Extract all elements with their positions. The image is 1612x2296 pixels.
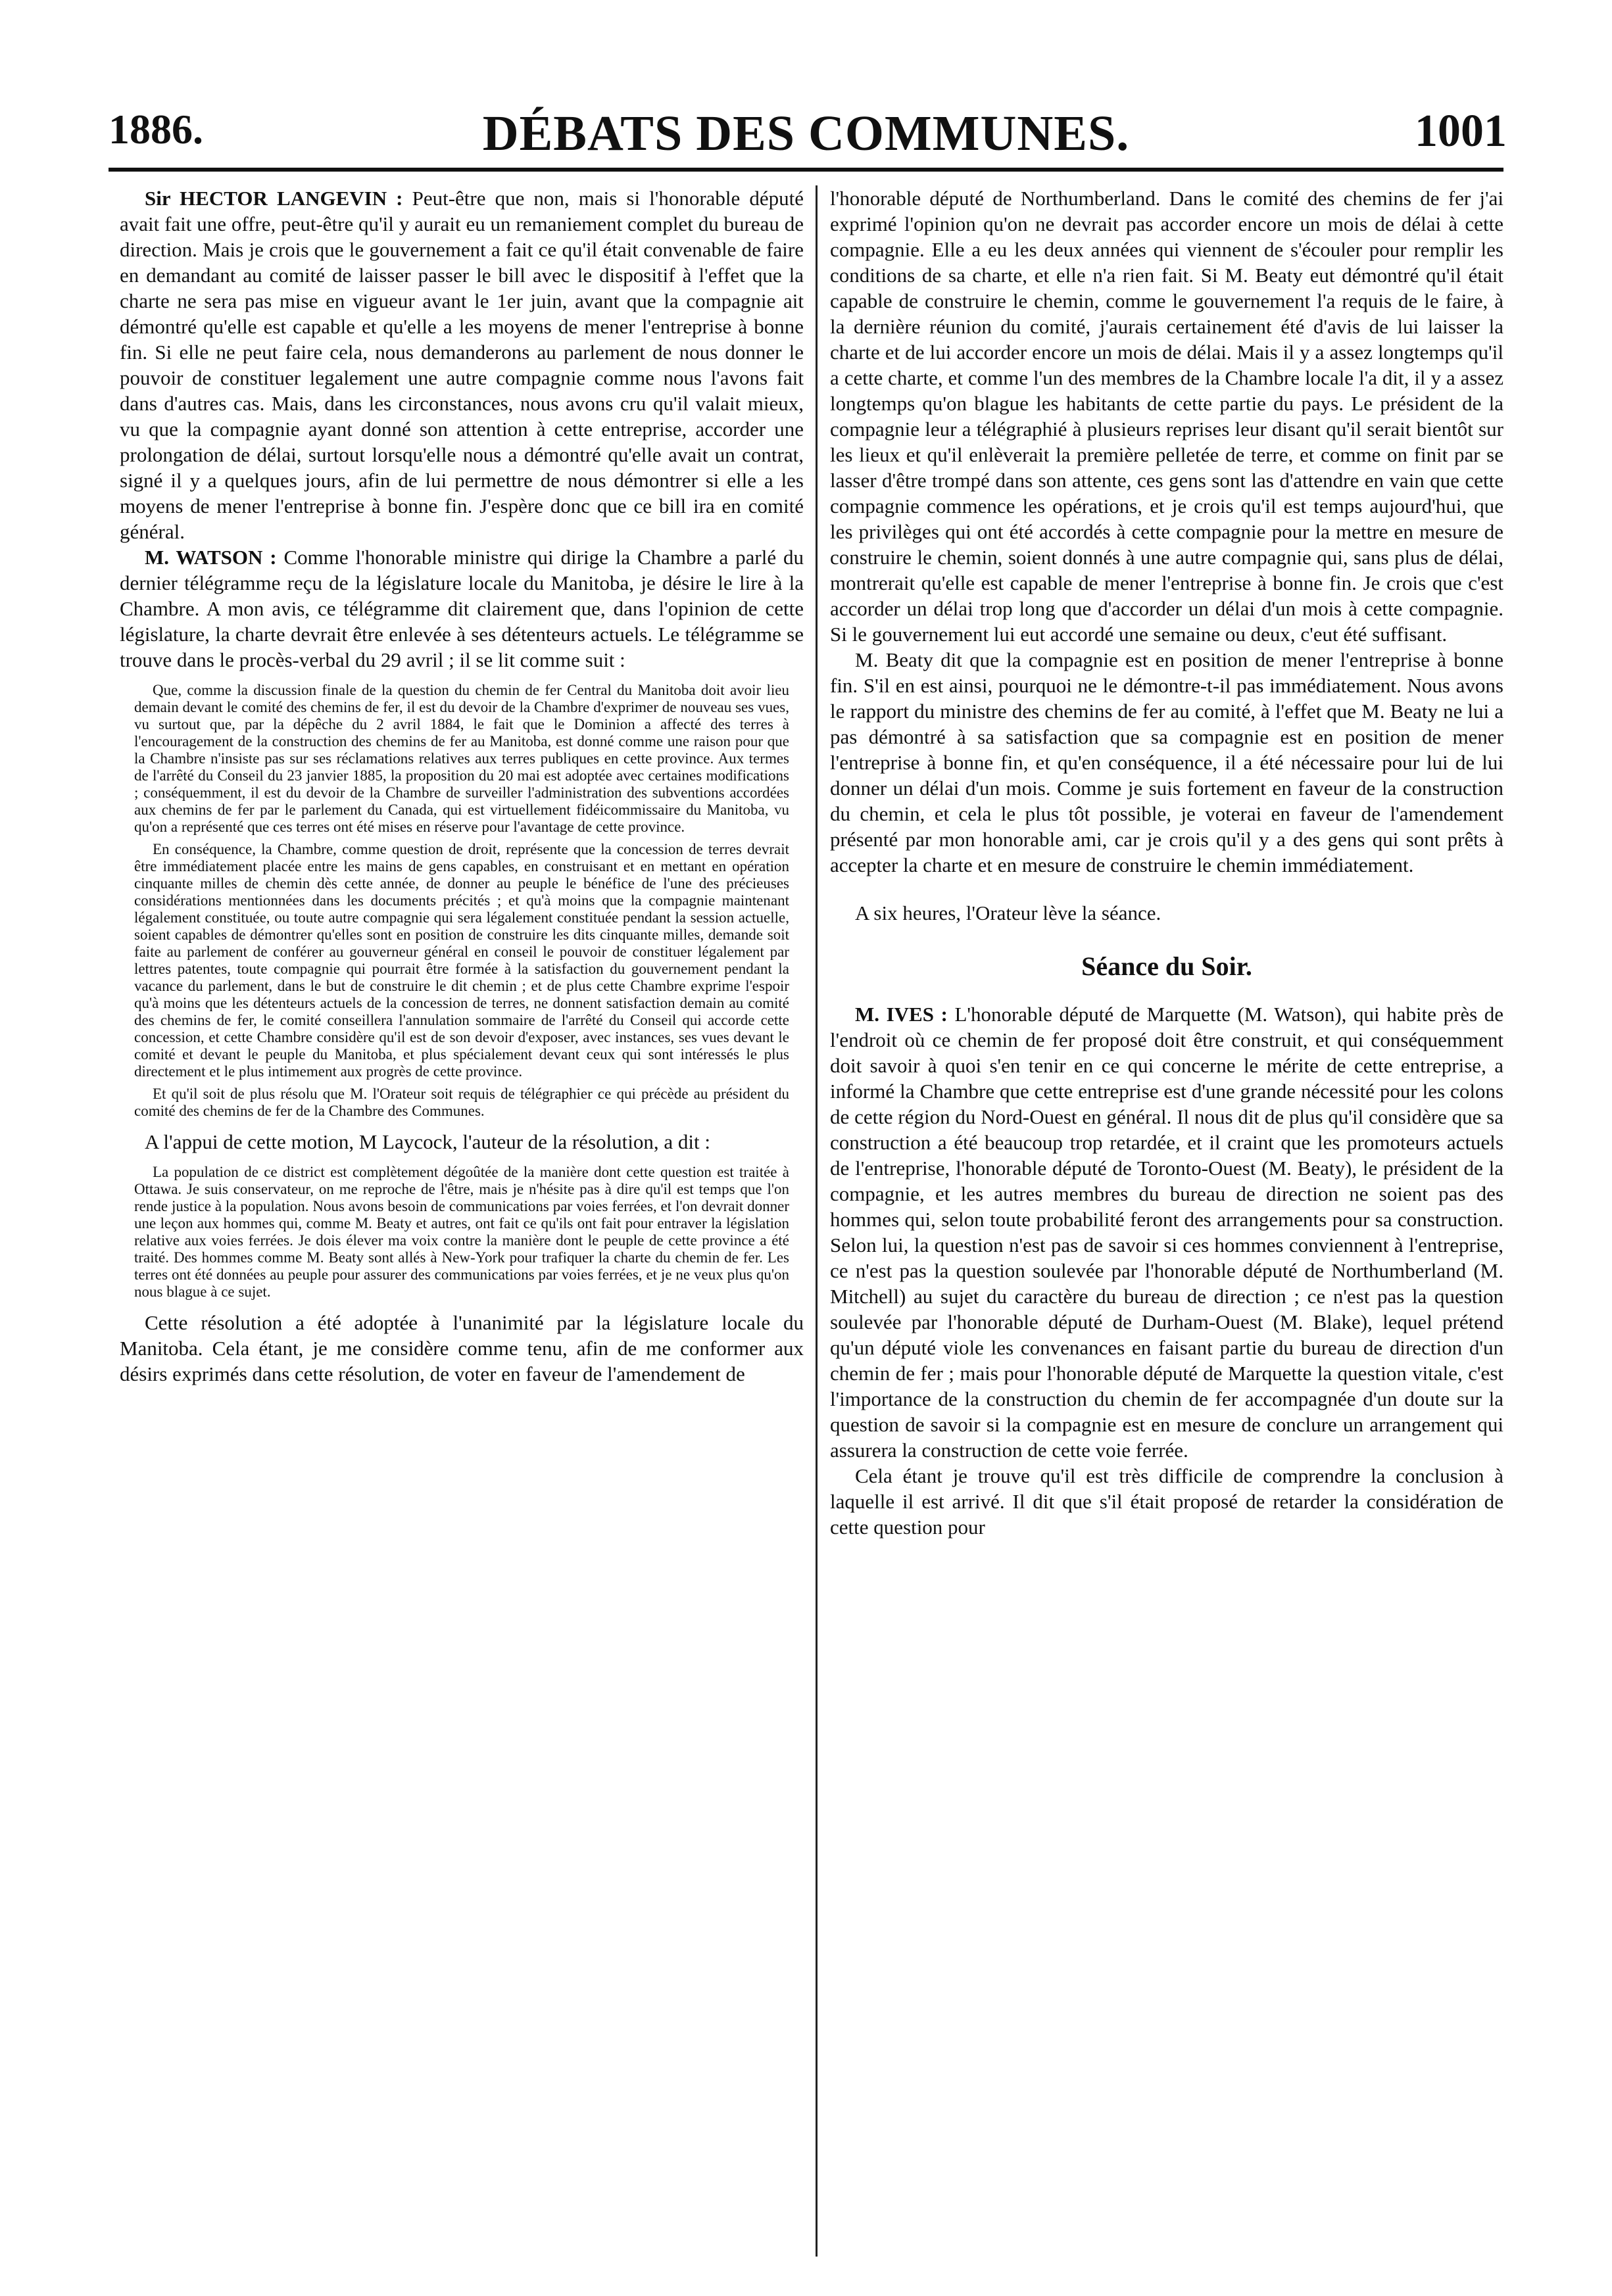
quoted-resolution: Et qu'il soit de plus résolu que M. l'Orateur soit requis de télégraphier ce qui précède au président du comité des chemins de fer de la Chambre des Communes. <box>134 1086 789 1119</box>
paragraph: Cette résolution a été adoptée à l'unanimité par la législature locale du Manitoba. Cela étant, je me considère comme tenu, afin de me conformer aux désirs exprimés dans cette résolution, de voter en faveur de l'amendement de <box>120 1311 804 1385</box>
speech-text: Peut-être que non, mais si l'honorable député avait fait une offre, peut-être qu'il y aurait eu un remaniement complet du bureau de direction. Mais je crois que le gouvernement a fait ce qu'il était convenable de faire en demandant au comité de laisser passer le bill avec le dispositif à l'effet que la charte ne sera pas mise en vigueur avant le 1er juin, avant que la compagnie ait démontré qu'elle est capable et qu'elle a les moyens de mener l'entreprise à bonne fin. Si elle ne peut faire cela, nous demanderons au parlement de nous donner le pouvoir de constituer legalement une autre compagnie comme nous l'avons fait dans d'autres cas. Mais, dans les circonstances, nous avons cru qu'il valait mieux, vu que la compagnie ayant donné son attention à cette entreprise, accorder une prolongation de délai, surtout lorsqu'elle nous a démontré qu'elle avait un contrat, signé il y a quelques jours, afin de lui permettre de nous démontrer si elle a les moyens de mener l'entreprise à bonne fin. J'espère donc que ce bill ira en comité général. <box>120 187 804 543</box>
paragraph: M. Beaty dit que la compagnie est en position de mener l'entreprise à bonne fin. S'il en est ainsi, pourquoi ne le démontre-t-il pas immédiatement. Nous avons le rapport du ministre des chemins de fer au comité, à l'effet que M. Beaty ne lui a pas démontré à sa satisfaction que sa compagnie est en position de mener l'entreprise à bonne fin, et qu'en conséquence, il a été nécessaire pour lui de lui donner un délai d'un mois. Comme je suis fortement en faveur de la construction du chemin, et cela le plus tôt possible, je voterai en faveur de l'amendement présenté par mon honorable ami, car je crois qu'il y a des gens qui sont prêts à accepter la charte et en mesure de construire le chemin immédiatement. <box>830 648 1503 876</box>
page-number: 1001 <box>1415 106 1507 156</box>
paragraph: Cela étant je trouve qu'il est très difficile de comprendre la conclusion à laquelle il est arrivé. Il dit que s'il était proposé de retarder la considération de cette question pour <box>830 1464 1503 1539</box>
section-title: Séance du Soir. <box>1081 951 1252 981</box>
column-divider <box>816 185 818 2257</box>
quoted-speech: La population de ce district est complètement dégoûtée de la manière dont cette question est traitée à Ottawa. Je suis conservateur, on me reproche de l'être, mais je n'hésite pas à dire qu'il est temps que l'on rende justice à la population. Nous avons besoin de communications par voies ferrées, et l'on devrait donner une leçon aux hommes qui, comme M. Beaty et autres, ont fait ce qu'ils ont fait pour entraver la législation relative aux voies ferrées. Je dois élever ma voix contre la manière dont le peuple de cette province a été traité. Des hommes comme M. Beaty sont allés à New-York pour trafiquer la charte du chemin de fer. Les terres ont été données au peuple pour assurer des communications par voies ferrées, et je ne veux plus qu'on nous blague à ce sujet. <box>134 1164 789 1300</box>
header-year: 1886. <box>109 106 203 153</box>
paragraph: l'honorable député de Northumberland. Dans le comité des chemins de fer j'ai exprimé l'opinion qu'on ne devrait pas accorder encore un mois de délai à cette compagnie. Elle a eu les deux années qui viennent de s'écouler pour remplir les conditions de sa charte, et elle n'a rien fait. Si M. Beaty eut démontré qu'il était capable de construire le chemin, comme le gouvernement l'a requis de le faire, à la dernière réunion du comité, j'aurais certainement été d'avis de lui laisser la charte et de lui accorder encore un mois de délai. Mais il y a assez longtemps qu'il a cette charte, et comme l'un des membres de la Chambre locale l'a dit, il y a assez longtemps qu'on blague les habitants de cette partie du pays. Le président de la compagnie leur a télégraphié à plusieurs reprises leur disant qu'il serait bientôt sur les lieux et qu'il enlèverait la première pelletée de terre, et comme on finit par se lasser d'être trompé dans son attente, ces gens sont las d'attendre en vain que cette compagnie commence les opérations, et je crois qu'il est temps aujourd'hui, que les privilèges qui ont été accordés à cette compagnie pour la mettre en mesure de construire le chemin, soient donnés à une autre compagnie qui, sans plus de délai, montrerait qu'elle est capable de mener l'entreprise à bonne fin. Je crois que c'est accorder un délai trop long que d'accorder un délai d'un mois à cette compagnie. Si le gouvernement lui eut accordé une semaine ou deux, c'eut été suffisant. <box>830 187 1503 646</box>
left-column <box>120 185 804 2250</box>
paragraph <box>830 1001 1503 1463</box>
speaker-name: M. IVES : <box>855 1003 948 1026</box>
header-rule <box>109 168 1503 172</box>
speaker-name: Sir HECTOR LANGEVIN : <box>145 187 403 210</box>
header-title: DÉBATS DES COMMUNES. <box>482 106 1130 161</box>
quoted-resolution: Que, comme la discussion finale de la question du chemin de fer Central du Manitoba doit avoir lieu demain devant le comité des chemins de fer, il est du devoir de la Chambre d'exprimer de nouveau ses vues, vu surtout que, par la dépêche du 2 avril 1884, le fait que le Dominion a affecté des terres à l'encouragement de la construction des chemins de fer au Manitoba, est donné comme une raison pour que la Chambre n'insiste pas sur ses réclamations relatives aux terres publiques en cette province. Aux termes de l'arrêté du Conseil du 23 janvier 1885, la proposition du 20 mai est adoptée avec certaines modifications ; conséquemment, il est du devoir de la Chambre de surveiller l'administration des subventions accordées aux chemins de fer par le parlement du Canada, qui est virtuellement fidéicommissaire du Manitoba, vu qu'on a représenté que ces terres ont été mises en réserve pour l'avantage de cette province. <box>134 682 789 835</box>
speech-text: Comme l'honorable ministre qui dirige la Chambre a parlé du dernier télégramme reçu de la législature locale du Manitoba, je désire le lire à la Chambre. A mon avis, ce télégramme dit clairement que, dans l'opinion de cette législature, la charte devrait être enlevée à ses détenteurs actuels. Le télégramme se trouve dans le procès-verbal du 29 avril ; il se lit comme suit : <box>120 546 804 671</box>
right-column <box>830 185 1503 2250</box>
sitting-note: A six heures, l'Orateur lève la séance. <box>855 901 1161 924</box>
paragraph: A l'appui de cette motion, M Laycock, l'auteur de la résolution, a dit : <box>145 1130 710 1153</box>
quoted-resolution: En conséquence, la Chambre, comme question de droit, représente que la concession de terres devrait être immédiatement placée entre les mains de gens capables, en construisant et en mettant en opération cinquante milles de chemin dès cette année, de donner au peuple le bénéfice de l'une des précieuses considérations mentionnées dans les documents précités ; et qu'à moins que la compagnie maintenant légalement constituée, ou toute autre compagnie qui sera légalement constituée pendant la session actuelle, soient capables de démontrer qu'elles sont en position de construire les dits cinquante milles, demande soit faite au parlement de conférer au gouverneur général en conseil le pouvoir de constituer légalement par lettres patentes, toute compagnie qui pourrait être formée à la satisfaction du gouvernement pendant la vacance du parlement, dans le but de construire le dit chemin ; et de plus cette Chambre exprime l'espoir qu'à moins que les détenteurs actuels de la concession de terres, ne donnent satisfaction demain au comité des chemins de fer, le comité conseillera l'annulation sommaire de l'arrêté du Conseil qui accorde cette concession, et cette Chambre considère qu'il est de son devoir d'exposer, avec instances, ses vues devant le comité et devant le peuple du Manitoba, et plus spécialement devant ceux qui sont intéressés le plus directement et le plus intimement aux progrès de cette province. <box>134 841 789 1080</box>
speaker-name: M. WATSON : <box>145 546 277 569</box>
paragraph <box>120 185 804 544</box>
paragraph <box>120 544 804 673</box>
speech-text: L'honorable député de Marquette (M. Watson), qui habite près de l'endroit où ce chemin de fer proposé doit être construit, et qui conséquemment doit savoir à quoi s'en tenir en ce qui concerne le mérite de cette entreprise, a informé la Chambre que cette entreprise est d'une grande nécessité pour les colons de cette région du Nord-Ouest en général. Il nous dit de plus qu'il considère que sa construction a été beaucoup trop retardée, et il craint que les promoteurs actuels de l'entreprise, l'honorable député de Toronto-Ouest (M. Beaty), le président de la compagnie, et les autres membres du bureau de direction ne soient pas des hommes qui, selon toute probabilité feront des arrangements pour sa construction. Selon lui, la question n'est pas de savoir si ces hommes conviennent à l'entreprise, ce n'est pas la question soulevée par l'honorable député de Northumberland (M. Mitchell) au sujet du caractère du bureau de direction ; ce n'est pas la question soulevée par l'honorable député de Durham-Ouest (M. Blake), lequel prétend qu'un député viole les convenances en faisant partie du bureau de direction d'un chemin de fer ; mais pour l'honorable député de Marquette la question vitale, c'est l'importance de la construction du chemin de fer accompagnée d'un doute sur la question de savoir si la compagnie est en mesure de conclure un arrangement qui assurera la construction de cette voie ferrée. <box>830 1003 1503 1462</box>
